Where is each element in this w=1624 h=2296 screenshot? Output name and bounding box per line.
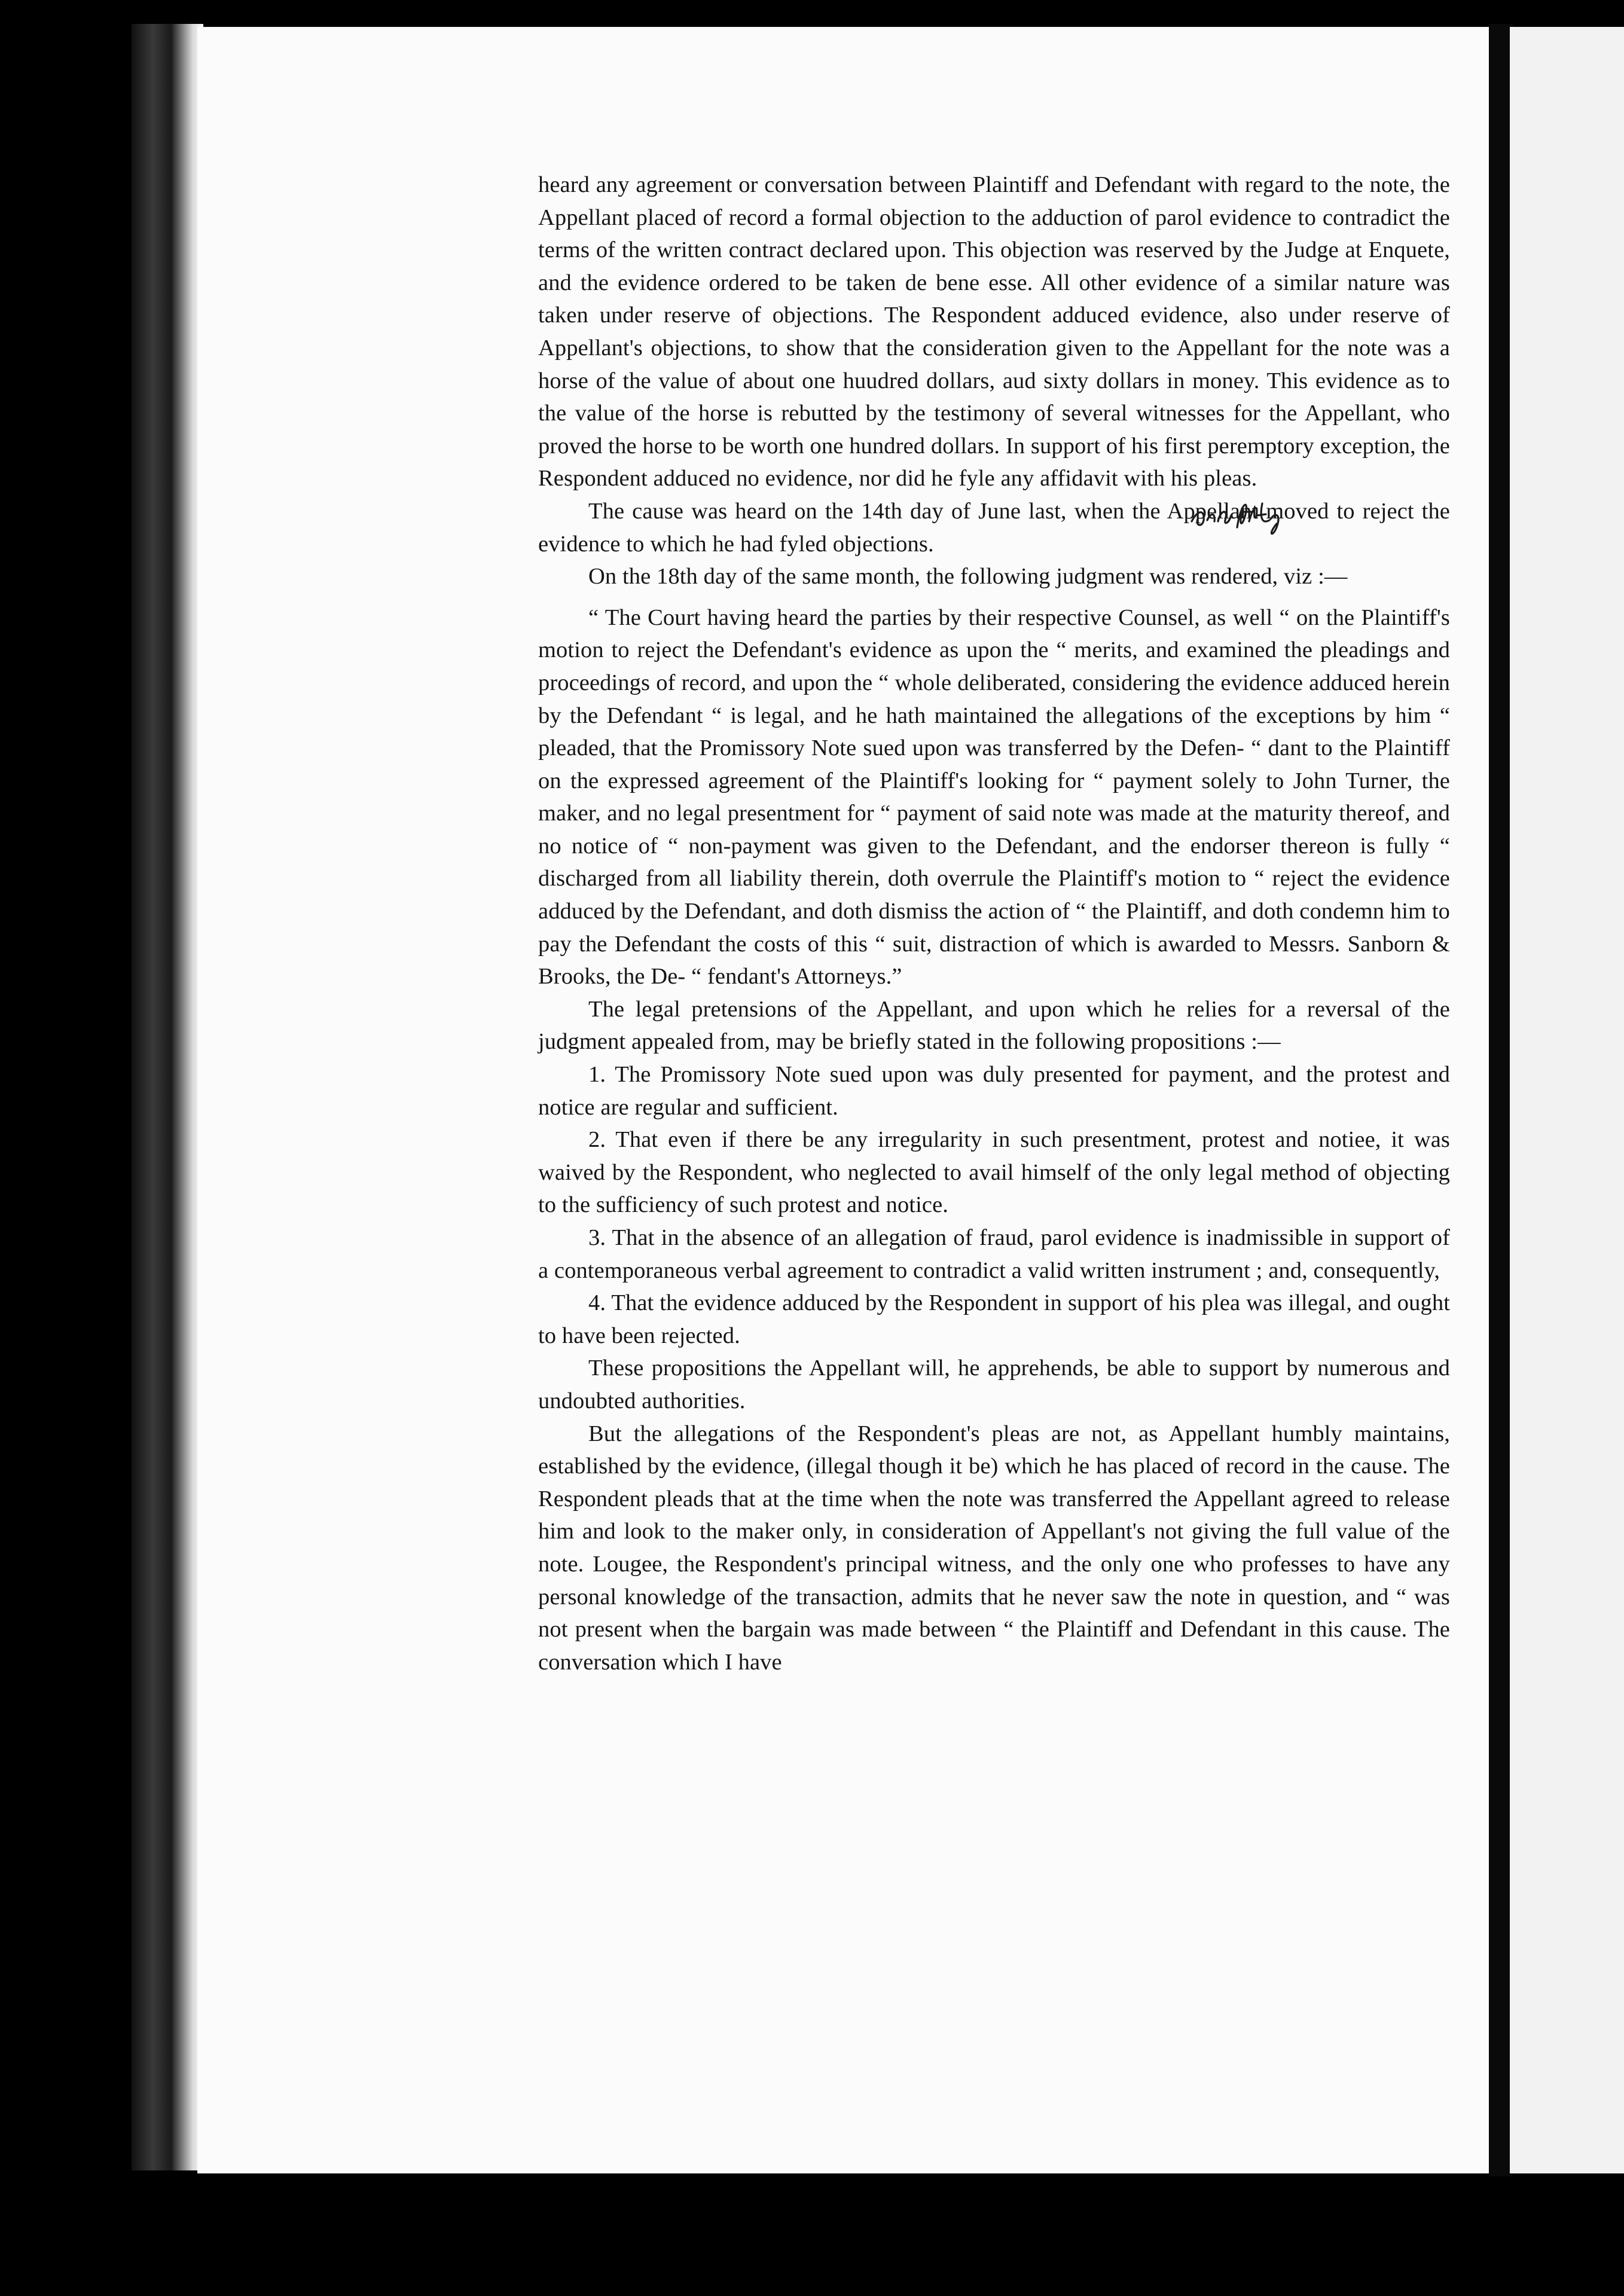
paragraph-allegations: But the allegations of the Respondent's pleas are not, as Appellant humbly maintains, established by the evidence, (illegal though it be) which he has placed of record in the cause. The Respondent pleads that at the time when the note was transferred the Appellant agreed to release him and look to the maker only, in consideration of Appellant's not giving the full value of the note. Lougee, the Respondent's principal witness, and the only one who professes to have any personal knowledge of the transaction, admits that he never saw the note in question, and “ was not present when the bargain was made between “ the Plaintiff and Defendant in this cause. The conversation which I have <box>538 1421 1450 1675</box>
document-body <box>538 169 1450 1678</box>
paragraph-1: heard any agreement or conversation between Plaintiff and Defendant with regard to the note, the Appellant placed of record a formal objection to the adduction of parol evidence to contradict the terms of the written contract declared upon. This objection was reserved by the Judge at Enquete, and the evidence ordered to be taken de bene esse. All other evidence of a similar nature was taken under reserve of objections. The Respondent adduced evidence, also under reserve of Appellant's objections, to show that the consideration given to the Appellant for the note was a horse of the value of about one huudred dollars, aud sixty dollars in money. This evidence as to the value of the horse is rebutted by the testimony of several witnesses for the Appellant, who proved the horse to be worth one hundred dollars. In support of his first peremptory exception, the Respondent adduced no evidence, nor did he fyle any affidavit with his pleas. <box>538 172 1450 491</box>
paragraph-support: These propositions the Appellant will, he apprehends, be able to support by numerous and undoubted authorities. <box>538 1355 1450 1413</box>
proposition-4: 4. That the evidence adduced by the Respondent in support of his plea was illegal, and ought to have been rejected. <box>538 1290 1450 1348</box>
paragraph-2: The cause was heard on the 14th day of June last, when the Appellant moved to reject the evidence to which he had fyled objections. <box>538 498 1450 557</box>
paragraph-3: On the 18th day of the same month, the following judgment was rendered, viz :— <box>588 564 1348 590</box>
judgment-quote: “ The Court having heard the parties by their respective Counsel, as well “ on the Plaintiff's motion to reject the Defendant's evidence as upon the “ merits, and examined the pleadings and proceedings of record, and upon the “ whole deliberated, considering the evidence adduced herein by the Defendant “ is legal, and he hath maintained the allegations of the exceptions by him “ pleaded, that the Promissory Note sued upon was transferred by the Defen- “ dant to the Plaintiff on the expressed agreement of the Plaintiff's looking for “ payment solely to John Turner, the maker, and no legal presentment for “ payment of said note was made at the maturity thereof, and no notice of “ non-payment was given to the Defendant, and the endorser thereon is fully “ discharged from all liability therein, doth overrule the Plaintiff's motion to “ reject the evidence adduced by the Defendant, and doth dismiss the action of “ the Plaintiff, and doth condemn him to pay the Defendant the costs of this “ suit, distraction of which is awarded to Messrs. Sanborn & Brooks, the De- “ fendant's Attorneys.” <box>538 604 1450 990</box>
paragraph-pretensions: The legal pretensions of the Appellant, and upon which he relies for a reversal of the judgment appealed from, may be briefly stated in the following propositions :— <box>538 996 1450 1055</box>
handwritten-annotation <box>1187 486 1289 539</box>
proposition-1: 1. The Promissory Note sued upon was duly presented for payment, and the protest and notice are regular and sufficient. <box>538 1062 1450 1120</box>
page-gutter <box>1489 24 1513 2176</box>
handwriting-icon <box>1187 486 1289 539</box>
book-spine-edge <box>132 24 203 2170</box>
proposition-3: 3. That in the absence of an allegation of fraud, parol evidence is inadmissible in support of a contemporaneous verbal agreement to contradict a valid written instrument ; and, consequently, <box>538 1225 1450 1283</box>
proposition-2: 2. That even if there be any irregularity in such presentment, protest and notiee, it was waived by the Respondent, who neglected to avail himself of the only legal method of objecting to the sufficiency of such protest and notice. <box>538 1127 1450 1218</box>
adjacent-page-edge <box>1510 27 1624 2173</box>
